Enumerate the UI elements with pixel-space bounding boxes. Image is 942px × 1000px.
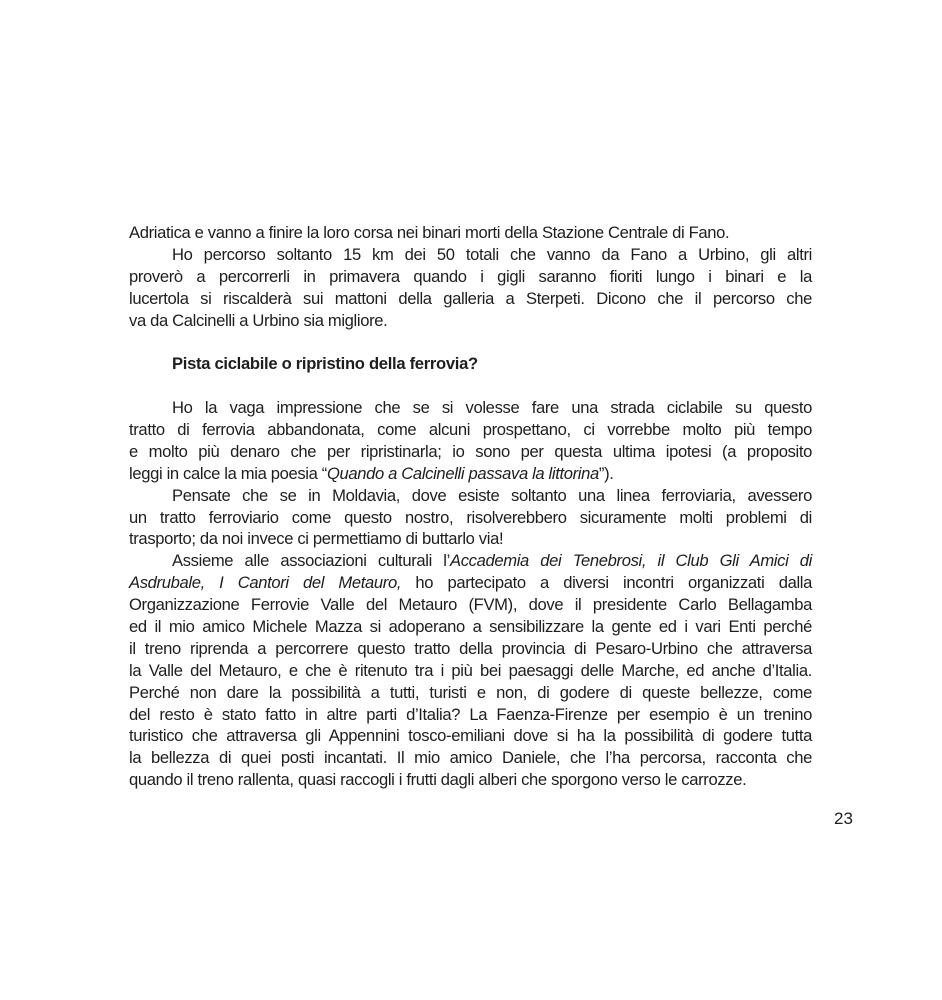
text-run: Assieme alle associazioni culturali l’ [172, 551, 450, 571]
poem-title: Quando a Calcinelli passava la littorina [326, 463, 599, 483]
paragraph-line: proverò a percorrerli in primavera quando i gigli saranno fioriti lungo i binari e la [129, 266, 812, 286]
paragraph-line: del resto è stato fatto in altre parti d’Italia? La Faenza-Firenze per esempio è un trenino [129, 704, 812, 724]
paragraph-line: va da Calcinelli a Urbino sia migliore. [129, 310, 388, 330]
paragraph-line: la Valle del Metauro, e che è ritenuto tra i più bei paesaggi delle Marche, ed anche d’Italia. [129, 660, 812, 680]
page-number: 23 [834, 809, 853, 828]
section-heading: Pista ciclabile o ripristino della ferrovia? [172, 354, 478, 374]
paragraph-line: tratto di ferrovia abbandonata, come alcuni prospettano, ci vorrebbe molto più tempo [129, 420, 812, 440]
text-run: ”). [598, 463, 614, 483]
association-names: Accademia dei Tenebrosi, il Club Gli Amici di [449, 551, 812, 571]
association-names: Asdrubale, I Cantori del Metauro, [129, 573, 402, 593]
text-run: leggi in calce la mia poesia “ [129, 463, 327, 483]
paragraph-line [129, 572, 812, 594]
paragraph-line: Ho la vaga impressione che se si volesse fare una strada ciclabile su questo [172, 398, 812, 418]
body-text [129, 222, 812, 791]
paragraph-line: Pensate che se in Moldavia, dove esiste soltanto una linea ferroviaria, avessero [172, 485, 812, 505]
paragraph-line: lucertola si riscalderà sui mattoni della galleria a Sterpeti. Dicono che il percorso che [129, 288, 812, 308]
spacer [129, 375, 812, 397]
paragraph-line: e molto più denaro che per ripristinarla; io sono per questa ultima ipotesi (a proposito [129, 441, 812, 461]
paragraph-line: turistico che attraversa gli Appennini tosco-emiliani dove si ha la possibilità di godere tutta [129, 726, 812, 746]
paragraph-line: Ho percorso soltanto 15 km dei 50 totali che vanno da Fano a Urbino, gli altri [172, 244, 812, 264]
paragraph-line: Perché non dare la possibilità a tutti, turisti e non, di godere di queste bellezze, come [129, 682, 812, 702]
paragraph-line: un tratto ferroviario come questo nostro, risolverebbero sicuramente molti problemi di [129, 507, 812, 527]
spacer [129, 331, 812, 353]
paragraph-line: Adriatica e vanno a finire la loro corsa nei binari morti della Stazione Centrale di Fano. [129, 223, 730, 242]
paragraph-line: trasporto; da noi invece ci permettiamo di buttarlo via! [129, 529, 504, 549]
paragraph-line: ed il mio amico Michele Mazza si adoperano a sensibilizzare la gente ed i vari Enti perché [129, 617, 812, 637]
paragraph-line [129, 550, 812, 572]
paragraph-line: la bellezza di quei posti incantati. Il mio amico Daniele, che l’ha percorsa, racconta che [129, 748, 812, 768]
paragraph-line: quando il treno rallenta, quasi raccogli i frutti dagli alberi che sporgono verso le carrozze. [129, 770, 747, 790]
paragraph-line [129, 463, 812, 485]
paragraph-line: il treno riprenda a percorrere questo tratto della provincia di Pesaro-Urbino che attraversa [129, 638, 812, 658]
paragraph-line: Organizzazione Ferrovie Valle del Metauro (FVM), dove il presidente Carlo Bellagamba [129, 595, 812, 615]
text-run: ho partecipato a diversi incontri organizzati dalla [401, 573, 813, 593]
